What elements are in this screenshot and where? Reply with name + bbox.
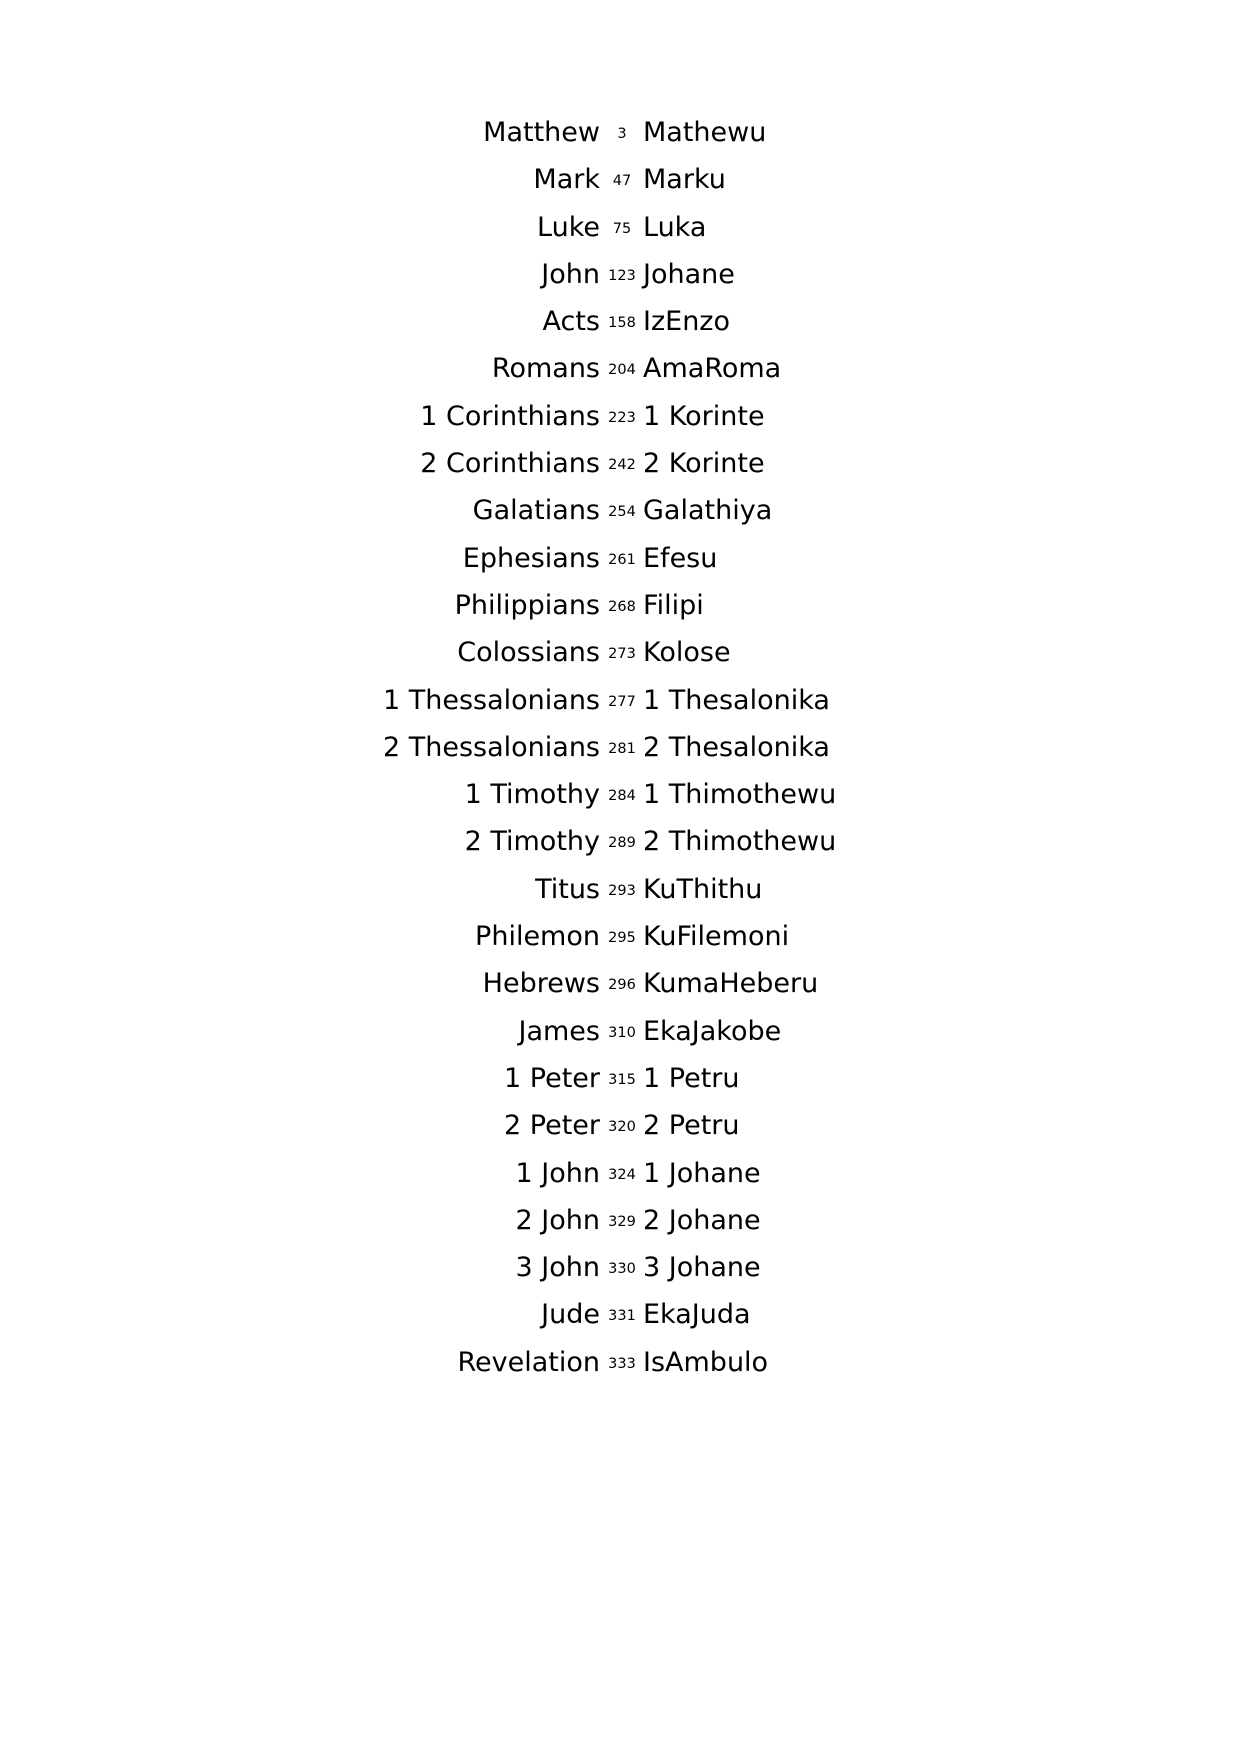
page-number: 281	[608, 740, 636, 757]
page-number: 329	[608, 1213, 636, 1230]
book-row	[0, 1158, 1240, 1205]
zulu-book-name: 1 Korinte	[643, 400, 765, 432]
book-row	[0, 968, 1240, 1015]
book-row	[0, 164, 1240, 211]
zulu-book-name: Filipi	[643, 589, 704, 621]
zulu-book-name: Galathiya	[643, 495, 773, 527]
page-number: 223	[608, 409, 636, 426]
page-number: 320	[608, 1119, 636, 1136]
page-number: 324	[608, 1166, 636, 1183]
book-row	[0, 1016, 1240, 1063]
zulu-book-name: EkaJuda	[643, 1299, 751, 1331]
zulu-book-name: Efesu	[643, 542, 718, 574]
zulu-book-name: Kolose	[643, 637, 731, 669]
page-number: 158	[608, 315, 636, 332]
page-number: 261	[608, 551, 636, 568]
page-number: 296	[608, 977, 636, 994]
zulu-book-name: KumaHeberu	[643, 968, 819, 1000]
book-row	[0, 921, 1240, 968]
book-row	[0, 590, 1240, 637]
english-book-name: 1 John	[515, 1157, 600, 1189]
zulu-book-name: AmaRoma	[643, 353, 782, 385]
english-book-name: Galatians	[472, 495, 600, 527]
page-number: 284	[608, 788, 636, 805]
book-row	[0, 117, 1240, 164]
zulu-book-name: 2 Korinte	[643, 448, 765, 480]
page-number: 268	[608, 598, 636, 615]
english-book-name: 2 Peter	[504, 1110, 600, 1142]
book-index-list	[0, 117, 1240, 1394]
book-row	[0, 353, 1240, 400]
zulu-book-name: 1 Thimothewu	[643, 779, 837, 811]
zulu-book-name: EkaJakobe	[643, 1015, 782, 1047]
page-number: 273	[608, 646, 636, 663]
book-row	[0, 212, 1240, 259]
page-number: 123	[608, 267, 636, 284]
english-book-name: 2 John	[515, 1204, 600, 1236]
english-book-name: Luke	[537, 211, 600, 243]
english-book-name: Hebrews	[482, 968, 600, 1000]
book-row	[0, 1252, 1240, 1299]
english-book-name: 2 Thessalonians	[382, 731, 600, 763]
english-book-name: 3 John	[515, 1252, 600, 1284]
book-row	[0, 779, 1240, 826]
english-book-name: Jude	[541, 1299, 600, 1331]
zulu-book-name: 3 Johane	[643, 1252, 761, 1284]
english-book-name: Ephesians	[462, 542, 600, 574]
english-book-name: Colossians	[457, 637, 600, 669]
page-number: 315	[608, 1071, 636, 1088]
english-book-name: Philippians	[454, 589, 600, 621]
zulu-book-name: 2 Thimothewu	[643, 826, 837, 858]
page-number: 331	[608, 1308, 636, 1325]
book-row	[0, 732, 1240, 779]
book-row	[0, 495, 1240, 542]
english-book-name: 2 Corinthians	[420, 448, 600, 480]
zulu-book-name: KuFilemoni	[643, 921, 790, 953]
page-number: 75	[612, 220, 632, 237]
zulu-book-name: IsAmbulo	[643, 1346, 769, 1378]
zulu-book-name: 2 Petru	[643, 1110, 740, 1142]
zulu-book-name: Johane	[643, 258, 735, 290]
book-row	[0, 1347, 1240, 1394]
book-row	[0, 685, 1240, 732]
english-book-name: Titus	[535, 873, 600, 905]
book-row	[0, 1063, 1240, 1110]
book-row	[0, 259, 1240, 306]
page-number: 333	[608, 1355, 636, 1372]
zulu-book-name: KuThithu	[643, 873, 763, 905]
page-number: 330	[608, 1261, 636, 1278]
english-book-name: 2 Timothy	[464, 826, 600, 858]
page-number: 277	[608, 693, 636, 710]
book-row	[0, 543, 1240, 590]
english-book-name: 1 Corinthians	[420, 400, 600, 432]
english-book-name: Mark	[533, 164, 600, 196]
page-number: 47	[612, 173, 632, 190]
english-book-name: 1 Thessalonians	[382, 684, 600, 716]
page-number: 204	[608, 362, 636, 379]
book-row	[0, 874, 1240, 921]
page-number: 295	[608, 930, 636, 947]
book-row	[0, 448, 1240, 495]
book-row	[0, 637, 1240, 684]
english-book-name: Acts	[542, 306, 600, 338]
page-number: 310	[608, 1024, 636, 1041]
english-book-name: 1 Timothy	[464, 779, 600, 811]
page-number: 3	[617, 126, 627, 142]
page-number: 293	[608, 882, 636, 899]
zulu-book-name: Luka	[643, 211, 707, 243]
page-number: 254	[608, 504, 636, 521]
zulu-book-name: IzEnzo	[643, 306, 730, 338]
zulu-book-name: 2 Thesalonika	[643, 731, 830, 763]
page-number: 242	[608, 457, 636, 474]
english-book-name: Matthew	[483, 117, 600, 148]
book-row	[0, 401, 1240, 448]
english-book-name: James	[518, 1015, 600, 1047]
book-row	[0, 1205, 1240, 1252]
book-row	[0, 1299, 1240, 1346]
zulu-book-name: Marku	[643, 164, 726, 196]
english-book-name: 1 Peter	[504, 1062, 600, 1094]
zulu-book-name: 1 Johane	[643, 1157, 761, 1189]
english-book-name: Romans	[491, 353, 600, 385]
book-row	[0, 306, 1240, 353]
zulu-book-name: Mathewu	[643, 117, 767, 148]
english-book-name: Revelation	[457, 1346, 600, 1378]
zulu-book-name: 2 Johane	[643, 1204, 761, 1236]
english-book-name: John	[541, 258, 600, 290]
book-row	[0, 1110, 1240, 1157]
english-book-name: Philemon	[475, 921, 600, 953]
book-row	[0, 826, 1240, 873]
zulu-book-name: 1 Thesalonika	[643, 684, 830, 716]
zulu-book-name: 1 Petru	[643, 1062, 740, 1094]
page-number: 289	[608, 835, 636, 852]
